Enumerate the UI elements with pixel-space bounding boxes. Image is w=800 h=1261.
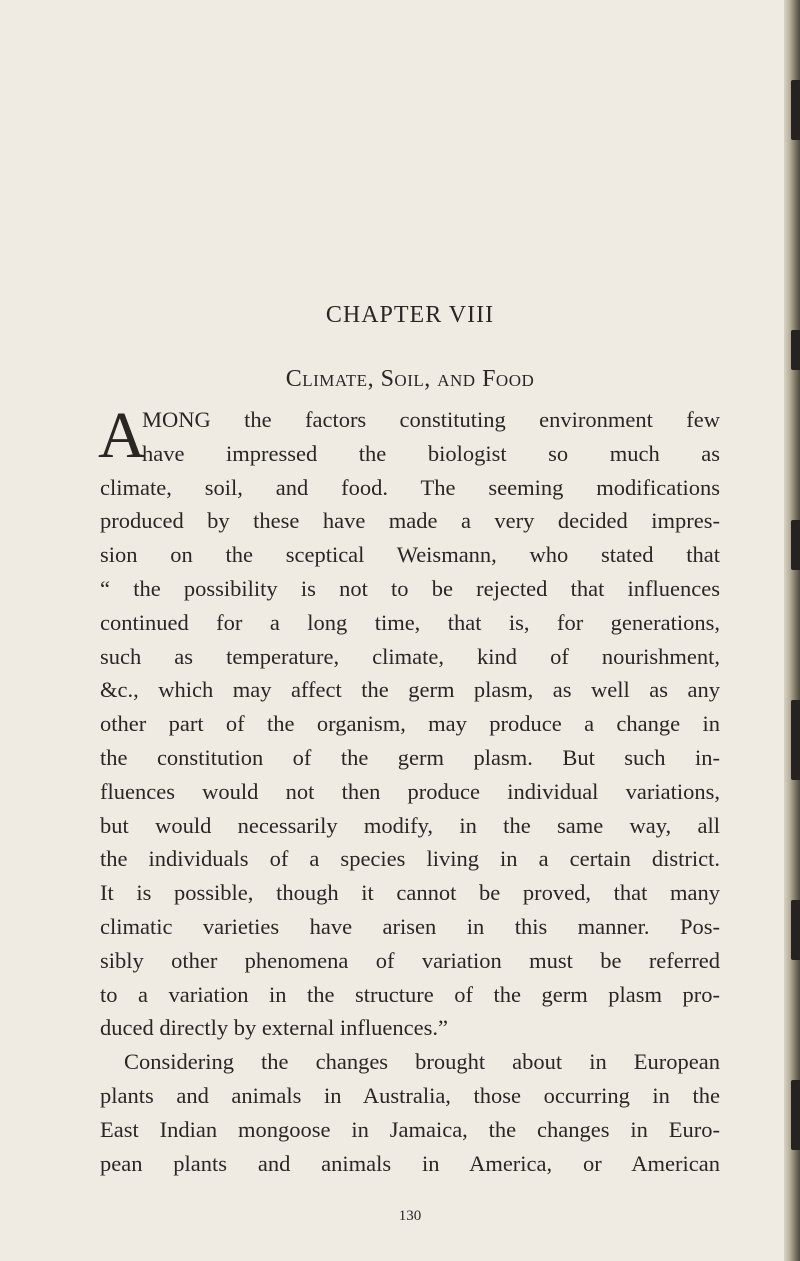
text-line: &c., which may affect the germ plasm, as well as any (100, 677, 720, 703)
text-line: such as temperature, climate, kind of nourishment, (100, 643, 720, 669)
chapter-title: Climate, Soil, and Food (285, 366, 535, 392)
text-line: Considering the changes brought about in European (124, 1049, 720, 1075)
text-line: fluences would not then produce individual variations, (100, 778, 720, 804)
text-line: continued for a long time, that is, for generations, (100, 609, 720, 635)
text-line: duced directly by external influences.” (100, 1015, 448, 1041)
text-line: climatic varieties have arisen in this manner. Pos- (100, 913, 720, 939)
page-number: 130 (398, 1208, 422, 1224)
text-line: MONG the factors constituting environment few (142, 407, 720, 432)
text-line: the individuals of a species living in a certain district. (100, 846, 720, 872)
edge-shadow-mark (791, 700, 800, 780)
text-line: have impressed the biologist so much as (142, 440, 720, 466)
text-line: plants and animals in Australia, those occurring in the (100, 1082, 720, 1108)
text-line: the constitution of the germ plasm. But such in- (100, 744, 720, 770)
text-line: other part of the organism, may produce a change in (100, 711, 720, 737)
edge-shadow-mark (791, 520, 800, 570)
text-line: produced by these have made a very decided impres- (100, 508, 720, 534)
chapter-heading: CHAPTER VIII (325, 302, 495, 328)
drop-cap: A (98, 399, 146, 472)
text-line: East Indian mongoose in Jamaica, the changes in Euro- (100, 1116, 720, 1142)
text-line: “ the possibility is not to be rejected that influences (100, 575, 720, 601)
text-line: but would necessarily modify, in the same way, all (100, 812, 720, 838)
edge-shadow-mark (791, 330, 800, 370)
edge-shadow-mark (791, 80, 800, 140)
edge-shadow-mark (791, 900, 800, 960)
edge-shadow-mark (791, 1080, 800, 1150)
text-line: sion on the sceptical Weismann, who stated that (100, 542, 720, 568)
text-line: pean plants and animals in America, or American (100, 1150, 720, 1176)
book-page-edge (784, 0, 800, 1261)
text-line: It is possible, though it cannot be proved, that many (100, 880, 720, 906)
body-text (98, 399, 720, 1180)
text-line: climate, soil, and food. The seeming modifications (100, 474, 720, 500)
text-line: sibly other phenomena of variation must be referred (100, 947, 720, 973)
text-line: to a variation in the structure of the germ plasm pro- (100, 981, 720, 1007)
